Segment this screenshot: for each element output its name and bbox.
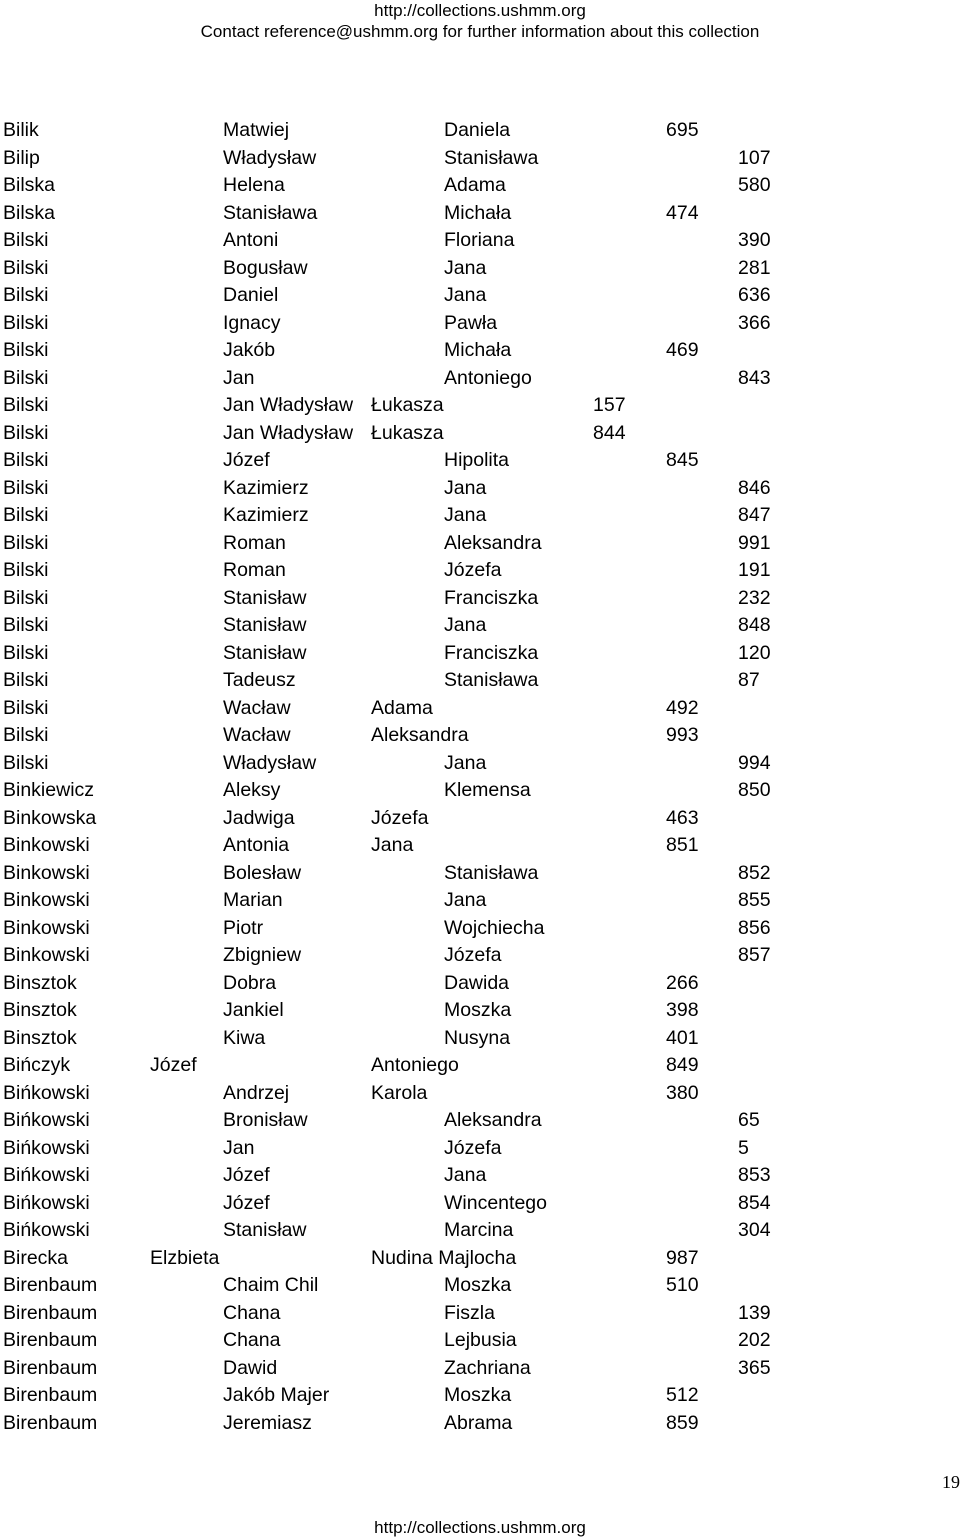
row-parent-name: Jana: [444, 476, 487, 499]
row-parent-name: Łukasza: [371, 394, 444, 416]
row-given-name: Chaim Chil: [223, 1274, 319, 1296]
row-parent-name: Jana: [444, 284, 487, 306]
row-number: 401: [666, 1026, 699, 1049]
row-given-name: Bronisław: [223, 1109, 308, 1131]
row-number: 994: [738, 751, 771, 774]
page-number: 19: [942, 1472, 960, 1492]
row-parent-name: Antoniego: [444, 366, 532, 389]
row-given-name: Bogusław: [223, 256, 308, 279]
header-url: http://collections.ushmm.org: [374, 1, 586, 20]
row-surname: Birenbaum: [3, 1356, 98, 1379]
row-surname: Bińkowski: [3, 1191, 90, 1214]
row-parent-name: Stanisława: [444, 146, 539, 169]
row-surname: Birenbaum: [3, 1384, 98, 1406]
row-number: 856: [738, 916, 771, 939]
row-surname: Birenbaum: [3, 1329, 98, 1351]
row-given-name: Tadeusz: [223, 669, 296, 691]
row-parent-name: Jana: [371, 834, 414, 856]
row-parent-name: Moszka: [444, 1384, 512, 1406]
row-parent-name: Józefa: [444, 1136, 502, 1159]
row-surname: Bilski: [3, 366, 49, 389]
row-number: 991: [738, 531, 771, 554]
row-number: 107: [738, 146, 771, 169]
row-number: 636: [738, 284, 771, 306]
row-surname: Bilski: [3, 284, 49, 306]
row-parent-name: Nusyna: [444, 1026, 511, 1049]
row-given-name: Stanisław: [223, 1219, 307, 1241]
row-surname: Bilski: [3, 641, 49, 664]
row-number: 855: [738, 889, 771, 911]
row-parent-name: Stanisława: [444, 669, 539, 691]
row-parent-name: Józefa: [444, 559, 502, 581]
row-surname: Bilski: [3, 751, 49, 774]
row-surname: Bilski: [3, 724, 49, 746]
row-given-name: Elzbieta: [150, 1246, 220, 1269]
row-surname: Bińkowski: [3, 1109, 90, 1131]
row-number: 849: [666, 1054, 699, 1076]
row-number: 120: [738, 641, 771, 664]
row-parent-name: Franciszka: [444, 641, 539, 664]
row-surname: Bilski: [3, 256, 49, 279]
row-number: 851: [666, 834, 699, 856]
row-given-name: Władysław: [223, 751, 317, 774]
row-number: 232: [738, 586, 771, 609]
row-surname: Binkiewicz: [3, 779, 95, 801]
row-parent-name: Adama: [371, 696, 433, 719]
row-surname: Binkowski: [3, 861, 90, 884]
row-number: 492: [666, 696, 699, 719]
row-given-name: Zbigniew: [223, 944, 302, 966]
row-parent-name: Hipolita: [444, 449, 510, 471]
row-number: 846: [738, 476, 771, 499]
row-given-name: Piotr: [223, 916, 264, 939]
row-surname: Bilski: [3, 421, 49, 444]
row-surname: Birenbaum: [3, 1301, 98, 1324]
row-given-name: Jakób: [223, 339, 276, 361]
row-surname: Bilski: [3, 696, 49, 719]
row-number: 853: [738, 1164, 771, 1186]
header-contact: Contact reference@ushmm.org for further information about this collection: [200, 22, 760, 41]
row-number: 844: [593, 421, 626, 444]
row-given-name: Bolesław: [223, 861, 302, 884]
row-number: 266: [666, 971, 699, 994]
row-parent-name: Jana: [444, 1164, 487, 1186]
row-parent-name: Karola: [371, 1081, 428, 1104]
row-parent-name: Moszka: [444, 999, 512, 1021]
row-parent-name: Aleksandra: [444, 1109, 542, 1131]
row-parent-name: Wojchiecha: [444, 916, 545, 939]
row-surname: Binsztok: [3, 1026, 77, 1049]
row-number: 474: [666, 201, 699, 224]
row-given-name: Dobra: [223, 971, 277, 994]
row-given-name: Władysław: [223, 146, 317, 169]
row-surname: Bilski: [3, 559, 49, 581]
row-parent-name: Michała: [444, 339, 512, 361]
row-given-name: Dawid: [223, 1356, 278, 1379]
row-given-name: Daniel: [223, 284, 279, 306]
row-parent-name: Aleksandra: [371, 724, 469, 746]
row-number: 695: [666, 119, 699, 141]
row-parent-name: Łukasza: [371, 421, 444, 444]
row-given-name: Roman: [223, 559, 286, 581]
row-number: 65: [738, 1109, 760, 1131]
row-surname: Bilski: [3, 504, 49, 526]
row-surname: Bilski: [3, 394, 49, 416]
row-parent-name: Fiszla: [444, 1301, 495, 1324]
row-parent-name: Jana: [444, 751, 487, 774]
row-given-name: Jan Władysław: [223, 394, 354, 416]
row-number: 847: [738, 504, 771, 526]
row-parent-name: Stanisława: [444, 861, 539, 884]
row-surname: Bilski: [3, 311, 49, 334]
row-parent-name: Franciszka: [444, 586, 539, 609]
row-surname: Bilski: [3, 669, 49, 691]
row-given-name: Jeremiasz: [223, 1411, 312, 1434]
row-number: 852: [738, 861, 771, 884]
row-given-name: Stanisława: [223, 201, 318, 224]
row-given-name: Kazimierz: [223, 476, 309, 499]
row-surname: Binkowska: [3, 806, 97, 829]
row-number: 87: [738, 669, 760, 691]
row-surname: Birecka: [3, 1246, 69, 1269]
row-number: 5: [738, 1136, 749, 1159]
row-parent-name: Marcina: [444, 1219, 514, 1241]
row-surname: Bińczyk: [3, 1054, 71, 1076]
row-surname: Bilska: [3, 174, 56, 196]
row-parent-name: Floriana: [444, 229, 515, 251]
row-parent-name: Zachriana: [444, 1356, 531, 1379]
row-given-name: Wacław: [223, 724, 291, 746]
row-surname: Bińkowski: [3, 1164, 90, 1186]
row-given-name: Kiwa: [223, 1026, 266, 1049]
row-surname: Bilska: [3, 201, 56, 224]
row-number: 843: [738, 366, 771, 389]
row-given-name: Józef: [223, 1164, 270, 1186]
row-surname: Binsztok: [3, 999, 77, 1021]
row-parent-name: Aleksandra: [444, 531, 542, 554]
row-given-name: Józef: [223, 449, 270, 471]
row-number: 398: [666, 999, 699, 1021]
row-number: 857: [738, 944, 771, 966]
row-number: 202: [738, 1329, 771, 1351]
row-number: 463: [666, 806, 699, 829]
row-number: 993: [666, 724, 699, 746]
row-given-name: Roman: [223, 531, 286, 554]
row-number: 848: [738, 614, 771, 636]
row-number: 850: [738, 779, 771, 801]
row-given-name: Aleksy: [223, 779, 281, 801]
row-given-name: Wacław: [223, 696, 291, 719]
row-given-name: Matwiej: [223, 119, 290, 141]
row-surname: Bińkowski: [3, 1219, 90, 1241]
row-given-name: Chana: [223, 1329, 281, 1351]
row-number: 859: [666, 1411, 699, 1434]
row-surname: Binkowski: [3, 944, 90, 966]
row-given-name: Jan: [223, 366, 255, 389]
row-surname: Bińkowski: [3, 1081, 90, 1104]
row-surname: Bilski: [3, 449, 49, 471]
row-given-name: Marian: [223, 889, 283, 911]
row-parent-name: Jana: [444, 614, 487, 636]
row-given-name: Helena: [223, 174, 285, 196]
row-number: 366: [738, 311, 771, 334]
row-parent-name: Nudina Majlocha: [371, 1246, 517, 1269]
row-number: 365: [738, 1356, 771, 1379]
row-number: 157: [593, 394, 626, 416]
row-surname: Binkowski: [3, 889, 90, 911]
row-given-name: Ignacy: [223, 311, 281, 334]
row-given-name: Józef: [150, 1054, 197, 1076]
row-given-name: Kazimierz: [223, 504, 309, 526]
row-surname: Bilip: [3, 146, 40, 169]
row-surname: Binkowski: [3, 834, 90, 856]
row-parent-name: Józefa: [444, 944, 502, 966]
row-given-name: Jan Władysław: [223, 421, 354, 444]
row-number: 390: [738, 229, 771, 251]
row-parent-name: Józefa: [371, 806, 429, 829]
row-given-name: Antoni: [223, 229, 279, 251]
row-parent-name: Klemensa: [444, 779, 531, 801]
row-surname: Bińkowski: [3, 1136, 90, 1159]
row-number: 380: [666, 1081, 699, 1104]
row-surname: Bilski: [3, 476, 49, 499]
row-parent-name: Lejbusia: [444, 1329, 517, 1351]
row-parent-name: Wincentego: [444, 1191, 547, 1214]
row-surname: Binsztok: [3, 971, 77, 994]
row-parent-name: Abrama: [444, 1411, 513, 1434]
row-surname: Birenbaum: [3, 1274, 98, 1296]
row-parent-name: Pawła: [444, 311, 498, 334]
row-parent-name: Daniela: [444, 119, 511, 141]
row-given-name: Stanisław: [223, 614, 307, 636]
row-given-name: Jakób Majer: [223, 1384, 330, 1406]
row-surname: Bilski: [3, 339, 49, 361]
row-given-name: Jan: [223, 1136, 255, 1159]
row-number: 191: [738, 559, 771, 581]
row-parent-name: Michała: [444, 201, 512, 224]
row-parent-name: Jana: [444, 889, 487, 911]
row-surname: Bilski: [3, 229, 49, 251]
row-given-name: Jankiel: [223, 999, 284, 1021]
row-number: 304: [738, 1219, 771, 1241]
row-parent-name: Dawida: [444, 971, 510, 994]
row-number: 139: [738, 1301, 771, 1324]
row-number: 281: [738, 256, 771, 279]
row-parent-name: Adama: [444, 174, 506, 196]
row-surname: Bilik: [3, 119, 39, 141]
row-given-name: Jadwiga: [223, 806, 295, 829]
row-surname: Bilski: [3, 531, 49, 554]
row-surname: Binkowski: [3, 916, 90, 939]
row-given-name: Antonia: [223, 834, 290, 856]
row-number: 854: [738, 1191, 771, 1214]
row-number: 469: [666, 339, 699, 361]
row-parent-name: Moszka: [444, 1274, 512, 1296]
footer-url: http://collections.ushmm.org: [374, 1518, 586, 1537]
row-number: 580: [738, 174, 771, 196]
row-surname: Birenbaum: [3, 1411, 98, 1434]
row-given-name: Andrzej: [223, 1081, 290, 1104]
row-number: 510: [666, 1274, 699, 1296]
row-given-name: Stanisław: [223, 641, 307, 664]
row-number: 845: [666, 449, 699, 471]
row-given-name: Stanisław: [223, 586, 307, 609]
row-number: 512: [666, 1384, 699, 1406]
row-given-name: Chana: [223, 1301, 281, 1324]
row-number: 987: [666, 1246, 699, 1269]
row-parent-name: Jana: [444, 256, 487, 279]
row-given-name: Józef: [223, 1191, 270, 1214]
row-parent-name: Jana: [444, 504, 487, 526]
row-parent-name: Antoniego: [371, 1054, 459, 1076]
row-surname: Bilski: [3, 614, 49, 636]
row-surname: Bilski: [3, 586, 49, 609]
